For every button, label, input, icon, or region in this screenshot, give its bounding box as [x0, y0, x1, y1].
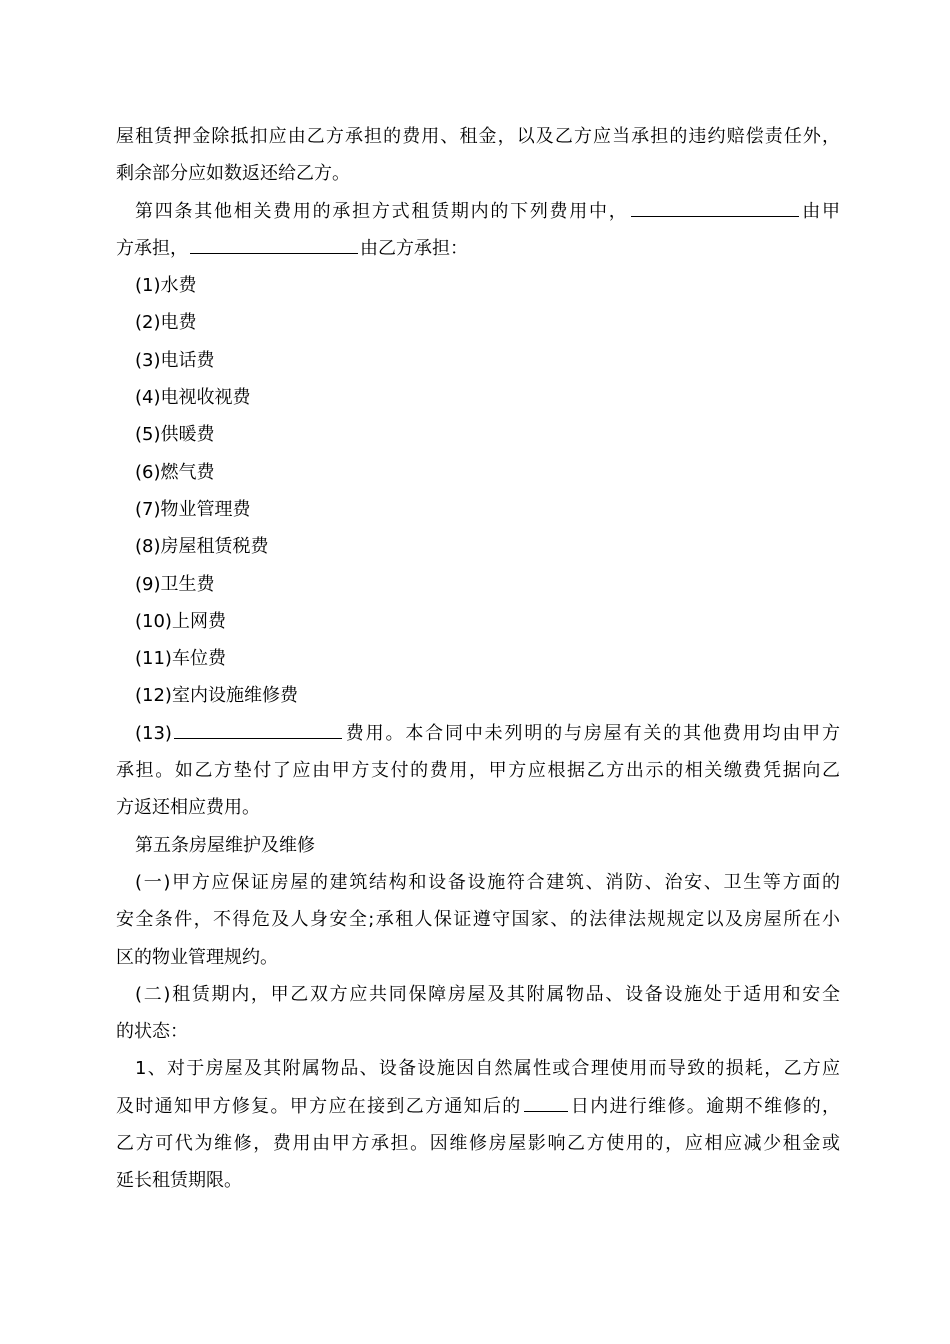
- fill-blank: [174, 716, 342, 739]
- fill-blank: [190, 231, 358, 254]
- fee13-text: 费用。本合同中未列明的与房屋有关的其他费用均由甲方: [343, 722, 840, 744]
- fee-item: (5)供暖费: [135, 424, 215, 446]
- article4-text: 第四条其他相关费用的承担方式租赁期内的下列费用中，: [135, 200, 629, 222]
- fee13-line: [116, 715, 840, 752]
- fill-blank: [524, 1089, 568, 1112]
- fee-item: (8)房屋租赁税费: [135, 536, 269, 558]
- article5-title: 第五条房屋维护及维修: [135, 834, 315, 856]
- fee-item: (12)室内设施维修费: [135, 685, 298, 707]
- article4-text: 方承担，: [116, 237, 188, 259]
- fill-blank: [631, 194, 799, 217]
- paragraph-line: 的状态：: [116, 1021, 188, 1043]
- item-text: 日内进行维修。逾期不维修的，: [569, 1095, 840, 1117]
- fee-item: (4)电视收视费: [135, 387, 251, 409]
- fee-item: (11)车位费: [135, 648, 226, 670]
- paragraph-line: 安全条件，不得危及人身安全;承租人保证遵守国家、的法律法规规定以及房屋所在小: [116, 909, 840, 931]
- article4-text: 由乙方承担：: [360, 237, 468, 259]
- paragraph-line: 方返还相应费用。: [116, 797, 260, 819]
- paragraph-line: 延长租赁期限。: [116, 1170, 242, 1192]
- article4-line: [116, 193, 840, 230]
- article4-text: 由甲: [800, 200, 840, 222]
- paragraph-line: 承担。如乙方垫付了应由甲方支付的费用，甲方应根据乙方出示的相关缴费凭据向乙: [116, 760, 840, 782]
- fee-item: (2)电费: [135, 312, 197, 334]
- item-text: 及时通知甲方修复。甲方应在接到乙方通知后的: [116, 1095, 522, 1117]
- fee-item: (3)电话费: [135, 349, 215, 371]
- article4-line: [116, 230, 840, 267]
- fee-item: (9)卫生费: [135, 573, 215, 595]
- fee-item: (1)水费: [135, 275, 197, 297]
- paragraph-line: (一)甲方应保证房屋的建筑结构和设备设施符合建筑、消防、治安、卫生等方面的: [135, 871, 840, 893]
- paragraph-line: 1、对于房屋及其附属物品、设备设施因自然属性或合理使用而导致的损耗，乙方应: [135, 1058, 840, 1080]
- paragraph-line: 乙方可代为维修，费用由甲方承担。因维修房屋影响乙方使用的，应相应减少租金或: [116, 1133, 840, 1155]
- paragraph-line: 区的物业管理规约。: [116, 946, 278, 968]
- paragraph-line: [116, 1088, 840, 1125]
- paragraph-line: 剩余部分应如数返还给乙方。: [116, 163, 350, 185]
- fee-item: (10)上网费: [135, 610, 226, 632]
- paragraph-line: 屋租赁押金除抵扣应由乙方承担的费用、租金，以及乙方应当承担的违约赔偿责任外，: [116, 126, 840, 147]
- fee-item: (7)物业管理费: [135, 498, 251, 520]
- paragraph-line: (二)租赁期内，甲乙双方应共同保障房屋及其附属物品、设备设施处于适用和安全: [135, 983, 840, 1005]
- fee13-text: (13): [135, 722, 172, 744]
- fee-item: (6)燃气费: [135, 461, 215, 483]
- document-page: [116, 118, 840, 1200]
